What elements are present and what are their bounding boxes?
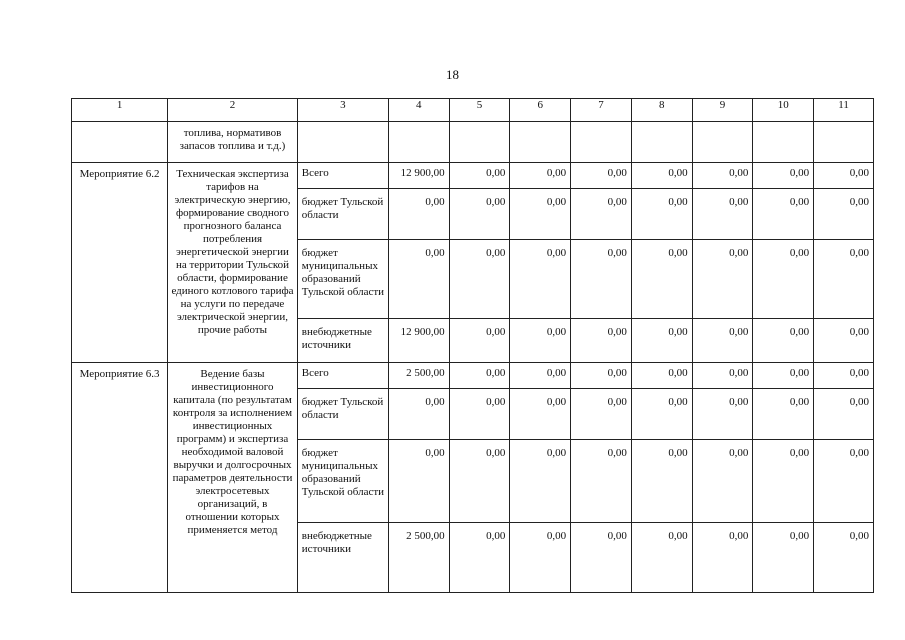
empty-cell: [692, 122, 753, 163]
amount-cell: 0,00: [814, 363, 874, 389]
funding-source: бюджет Тульской области: [297, 389, 388, 440]
amount-cell: 0,00: [631, 523, 692, 593]
event-description: Ведение базы инвестиционного капитала (по результатам контроля за исполнением инвестиционных программ) и экспертиза необходимой валовой выручки и долгосрочных параметров деятельности электросетевых организаций, в отношении которых применяется метод: [168, 363, 298, 593]
amount-cell: 0,00: [510, 389, 571, 440]
empty-cell: [631, 122, 692, 163]
amount-cell: 0,00: [753, 319, 814, 363]
amount-cell: 0,00: [692, 319, 753, 363]
event-name: Мероприятие 6.2: [72, 163, 168, 363]
funding-source: бюджет Тульской области: [297, 189, 388, 240]
amount-cell: 0,00: [510, 523, 571, 593]
table-row: [72, 363, 874, 389]
amount-cell: 0,00: [571, 440, 632, 523]
amount-cell: 0,00: [814, 389, 874, 440]
header-row: [72, 99, 874, 122]
amount-cell: 12 900,00: [388, 319, 449, 363]
amount-cell: 0,00: [449, 523, 510, 593]
amount-cell: 12 900,00: [388, 163, 449, 189]
amount-cell: 0,00: [631, 319, 692, 363]
event-name: Мероприятие 6.3: [72, 363, 168, 593]
amount-cell: 0,00: [753, 163, 814, 189]
funding-source: Всего: [297, 363, 388, 389]
col-header: 11: [814, 99, 874, 122]
amount-cell: 0,00: [631, 240, 692, 319]
amount-cell: 0,00: [510, 240, 571, 319]
amount-cell: 0,00: [753, 189, 814, 240]
empty-cell: [571, 122, 632, 163]
amount-cell: 0,00: [631, 389, 692, 440]
amount-cell: 0,00: [388, 189, 449, 240]
empty-cell: [814, 122, 874, 163]
amount-cell: 0,00: [631, 363, 692, 389]
amount-cell: 0,00: [510, 319, 571, 363]
amount-cell: 0,00: [449, 240, 510, 319]
amount-cell: 0,00: [388, 240, 449, 319]
empty-cell: [753, 122, 814, 163]
empty-cell: [297, 122, 388, 163]
col-header: 9: [692, 99, 753, 122]
amount-cell: 0,00: [631, 440, 692, 523]
funding-source: внебюджетные источники: [297, 523, 388, 593]
budget-table: [71, 98, 874, 593]
continuation-row: [72, 122, 874, 163]
event-description: топлива, нормативов запасов топлива и т.д.): [168, 122, 298, 163]
col-header: 8: [631, 99, 692, 122]
empty-cell: [388, 122, 449, 163]
col-header: 4: [388, 99, 449, 122]
amount-cell: 0,00: [510, 163, 571, 189]
amount-cell: 0,00: [753, 523, 814, 593]
amount-cell: 0,00: [571, 240, 632, 319]
empty-cell: [510, 122, 571, 163]
amount-cell: 0,00: [814, 523, 874, 593]
amount-cell: 0,00: [571, 389, 632, 440]
col-header: 1: [72, 99, 168, 122]
amount-cell: 0,00: [814, 163, 874, 189]
amount-cell: 0,00: [571, 189, 632, 240]
col-header: 10: [753, 99, 814, 122]
empty-cell: [449, 122, 510, 163]
amount-cell: 0,00: [510, 189, 571, 240]
amount-cell: 0,00: [571, 523, 632, 593]
amount-cell: 0,00: [388, 389, 449, 440]
amount-cell: 0,00: [449, 319, 510, 363]
page-number: 18: [446, 67, 459, 82]
amount-cell: 0,00: [753, 240, 814, 319]
amount-cell: 0,00: [814, 189, 874, 240]
amount-cell: 0,00: [692, 363, 753, 389]
amount-cell: 0,00: [571, 163, 632, 189]
amount-cell: 0,00: [449, 363, 510, 389]
amount-cell: 0,00: [692, 389, 753, 440]
amount-cell: 0,00: [814, 319, 874, 363]
amount-cell: 0,00: [692, 240, 753, 319]
amount-cell: 0,00: [571, 319, 632, 363]
amount-cell: 0,00: [692, 523, 753, 593]
amount-cell: 0,00: [449, 163, 510, 189]
amount-cell: 0,00: [814, 440, 874, 523]
funding-source: Всего: [297, 163, 388, 189]
amount-cell: 0,00: [388, 440, 449, 523]
col-header: 7: [571, 99, 632, 122]
amount-cell: 0,00: [814, 240, 874, 319]
event-description: Техническая экспертиза тарифов на электрическую энергию, формирование сводного прогнозного баланса потребления энергетической энергии на территории Тульской области, формирование единого котлового тарифа на услуги по передаче электрической энергии, прочие работы: [168, 163, 298, 363]
amount-cell: 0,00: [692, 189, 753, 240]
empty-cell: [72, 122, 168, 163]
amount-cell: 0,00: [631, 163, 692, 189]
amount-cell: 0,00: [449, 440, 510, 523]
amount-cell: 0,00: [449, 189, 510, 240]
amount-cell: 0,00: [449, 389, 510, 440]
amount-cell: 2 500,00: [388, 363, 449, 389]
col-header: 5: [449, 99, 510, 122]
amount-cell: 0,00: [692, 163, 753, 189]
col-header: 6: [510, 99, 571, 122]
amount-cell: 2 500,00: [388, 523, 449, 593]
col-header: 3: [297, 99, 388, 122]
amount-cell: 0,00: [753, 389, 814, 440]
amount-cell: 0,00: [510, 440, 571, 523]
funding-source: внебюджетные источники: [297, 319, 388, 363]
funding-source: бюджет муниципальных образований Тульской области: [297, 440, 388, 523]
amount-cell: 0,00: [692, 440, 753, 523]
amount-cell: 0,00: [571, 363, 632, 389]
amount-cell: 0,00: [631, 189, 692, 240]
table-row: [72, 163, 874, 189]
col-header: 2: [168, 99, 298, 122]
amount-cell: 0,00: [510, 363, 571, 389]
amount-cell: 0,00: [753, 363, 814, 389]
amount-cell: 0,00: [753, 440, 814, 523]
funding-source: бюджет муниципальных образований Тульской области: [297, 240, 388, 319]
